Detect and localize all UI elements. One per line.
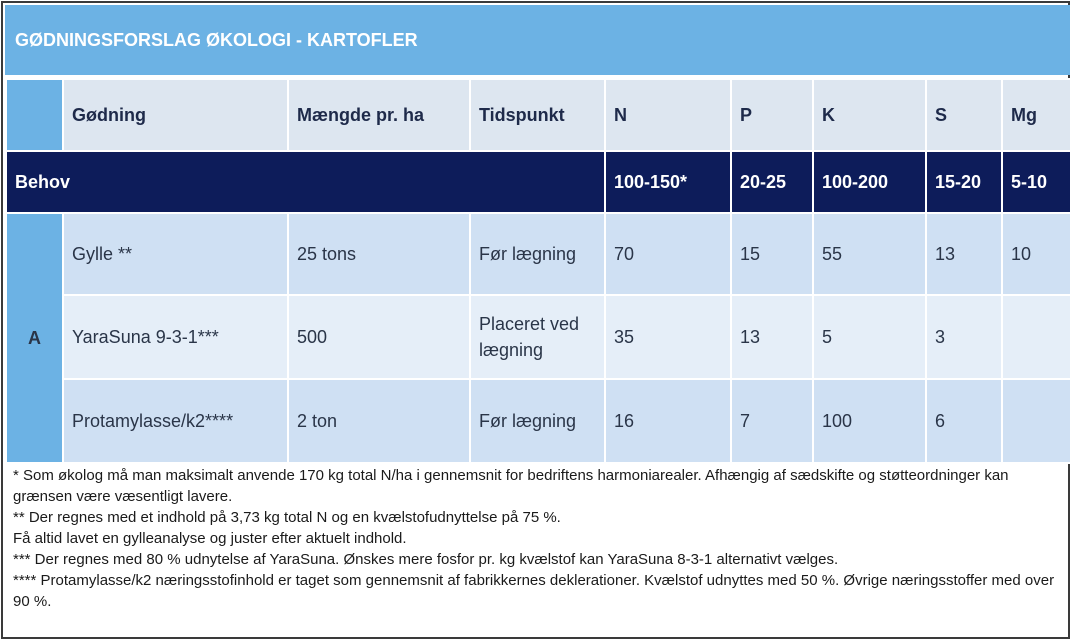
row-mg: 10	[1002, 213, 1071, 295]
row-p: 7	[731, 379, 813, 463]
header-s: S	[926, 79, 1002, 151]
header-amount: Mængde pr. ha	[288, 79, 470, 151]
row-s: 13	[926, 213, 1002, 295]
header-p: P	[731, 79, 813, 151]
fertilizer-table	[5, 78, 1072, 464]
table-title: GØDNINGSFORSLAG ØKOLOGI - KARTOFLER	[5, 5, 1070, 75]
row-amount: 25 tons	[288, 213, 470, 295]
row-n: 16	[605, 379, 731, 463]
footnote: *** Der regnes med 80 % udnytelse af YaraSuna. Ønskes mere fosfor pr. kg kvælstof kan YaraSuna 8-3-1 alternativt vælges.	[13, 551, 839, 568]
header-fertilizer: Gødning	[63, 79, 288, 151]
row-n: 70	[605, 213, 731, 295]
row-k: 55	[813, 213, 926, 295]
footnote: * Som økolog må man maksimalt anvende 170 kg total N/ha i gennemsnit for bedriftens harmoniarealer. Afhængig af sædskifte og støtteordninger kan grænsen være væsentligt lavere.	[13, 467, 1009, 505]
header-row	[6, 79, 1071, 151]
row-timing: Før lægning	[470, 213, 605, 295]
need-row	[6, 151, 1071, 213]
row-k: 100	[813, 379, 926, 463]
row-k: 5	[813, 295, 926, 379]
need-label: Behov	[6, 151, 605, 213]
need-p: 20-25	[731, 151, 813, 213]
row-fertilizer: Protamylasse/k2****	[63, 379, 288, 463]
need-n: 100-150*	[605, 151, 731, 213]
row-s: 6	[926, 379, 1002, 463]
row-amount: 2 ton	[288, 379, 470, 463]
row-timing: Før lægning	[470, 379, 605, 463]
table-row	[6, 295, 1071, 379]
header-timing: Tidspunkt	[470, 79, 605, 151]
row-p: 15	[731, 213, 813, 295]
group-label: A	[6, 213, 63, 463]
row-p: 13	[731, 295, 813, 379]
row-s: 3	[926, 295, 1002, 379]
row-fertilizer: Gylle **	[63, 213, 288, 295]
need-k: 100-200	[813, 151, 926, 213]
row-timing: Placeret ved lægning	[470, 295, 605, 379]
need-s: 15-20	[926, 151, 1002, 213]
fertilizer-table-frame	[1, 1, 1070, 639]
row-mg	[1002, 295, 1071, 379]
footnotes	[13, 465, 1063, 612]
header-corner-cell	[6, 79, 63, 151]
footnote: ** Der regnes med et indhold på 3,73 kg total N og en kvælstofudnyttelse på 75 %.	[13, 509, 561, 526]
footnote: Få altid lavet en gylleanalyse og juster efter aktuelt indhold.	[13, 530, 407, 547]
need-mg: 5-10	[1002, 151, 1071, 213]
header-k: K	[813, 79, 926, 151]
header-mg: Mg	[1002, 79, 1071, 151]
row-n: 35	[605, 295, 731, 379]
row-fertilizer: YaraSuna 9-3-1***	[63, 295, 288, 379]
table-row	[6, 379, 1071, 463]
footnote: **** Protamylasse/k2 næringsstofinhold er taget som gennemsnit af fabrikkernes deklerationer. Kvælstof udnyttes med 50 %. Øvrige næringsstoffer med over 90 %.	[13, 572, 1055, 610]
row-amount: 500	[288, 295, 470, 379]
header-n: N	[605, 79, 731, 151]
table-row	[6, 213, 1071, 295]
row-mg	[1002, 379, 1071, 463]
